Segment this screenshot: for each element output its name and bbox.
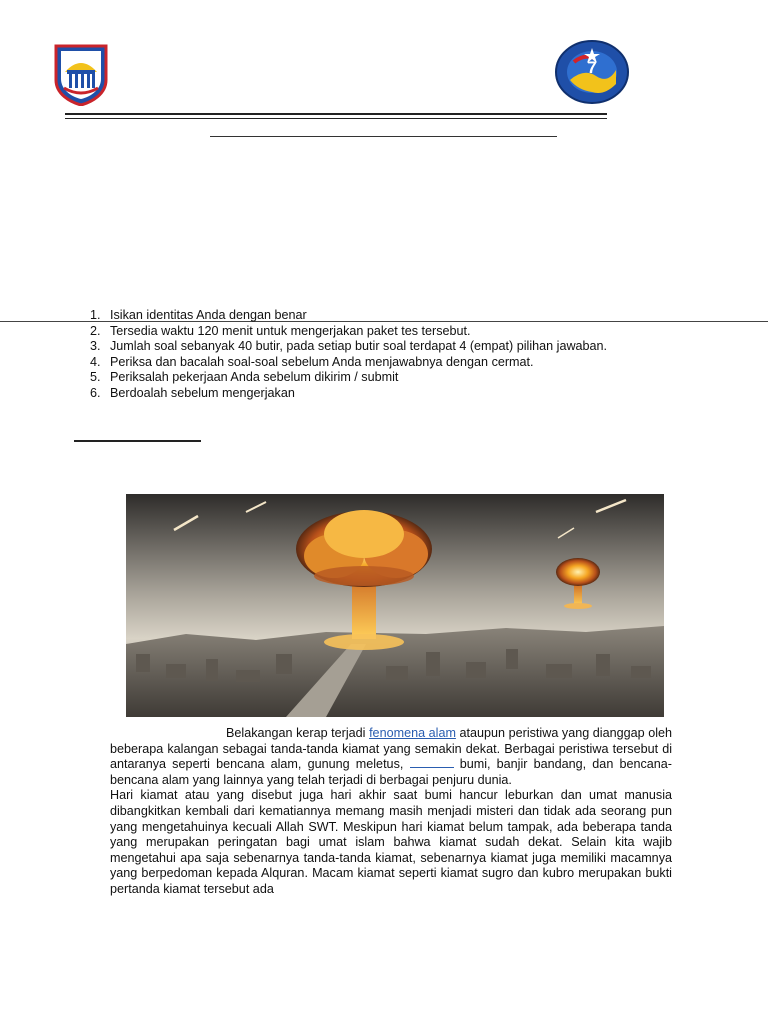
list-text: Periksalah pekerjaan Anda sebelum dikirim / submit: [110, 370, 399, 385]
list-number: 4.: [90, 354, 101, 369]
list-item: [90, 308, 638, 324]
header-double-rule-bottom: [65, 118, 607, 119]
list-text: Jumlah soal sebanyak 40 butir, pada setiap butir soal terdapat 4 (empat) pilihan jawaban.: [110, 339, 608, 354]
fenomena-alam-link[interactable]: fenomena alam: [369, 726, 456, 740]
fill-in-blank[interactable]: [410, 757, 454, 768]
list-text: Isikan identitas Anda dengan benar: [110, 308, 307, 322]
passage-text: bumi, banjir bandang, dan bencana-bencana alam yang lainnya yang telah terjadi di berbagai penjuru dunia.: [110, 757, 672, 787]
list-number: 3.: [90, 339, 101, 354]
list-item: [90, 370, 638, 386]
list-number: 5.: [90, 370, 101, 385]
list-number: 1.: [90, 308, 101, 322]
reading-passage: [110, 726, 672, 898]
list-item: [90, 355, 638, 371]
school-logo-right: [554, 40, 630, 104]
list-number: 6.: [90, 385, 101, 400]
school-logo-left: [52, 42, 110, 106]
list-number: 2.: [90, 323, 101, 338]
passage-text: ataupun peristiwa yang dianggap oleh beberapa kalangan sebagai tanda-tanda kiamat yang semakin dekat. Berbagai peristiwa tersebut di antaranya seperti bencana alam, gunung meletus,: [110, 726, 672, 772]
instruction-list: [90, 308, 638, 402]
section-heading-underline: [74, 440, 201, 442]
list-text: Periksa dan bacalah soal-soal sebelum Anda menjawabnya dengan cermat.: [110, 354, 534, 369]
list-text: Berdoalah sebelum mengerjakan: [110, 385, 295, 400]
list-item: [90, 386, 638, 402]
title-underline: [210, 136, 557, 137]
passage-text: Belakangan kerap terjadi: [226, 726, 370, 740]
list-item: [90, 339, 638, 355]
passage-paragraph-2: Hari kiamat atau yang disebut juga hari akhir saat bumi hancur leburkan dan umat manusia dibangkitkan kembali dari kematiannya memang masih menjadi misteri dan tidak ada seorang pun yang mengetahuinya kecuali Allah SWT. Meskipun hari kiamat belum tampak, ada beberapa tanda yang merupakan peringatan bagi umat islam bahwa kiamat sudah dekat. Selain kita wajib mengetahui apa saja sebenarnya tanda-tanda kiamat, sebenarnya kiamat juga memiliki macamnya yang berpedoman kepada Alquran. Macam kiamat seperti kiamat sugro dan kubro merupakan bukti pertanda kiamat tersebut ada: [110, 788, 672, 896]
list-item: [90, 324, 638, 340]
logo-number: 7: [587, 58, 597, 77]
list-text: Tersedia waktu 120 menit untuk mengerjakan paket tes tersebut.: [110, 323, 471, 338]
header-double-rule-top: [65, 113, 607, 115]
mushroom-cloud-photo: [126, 494, 664, 717]
passage-paragraph-1: [110, 726, 672, 788]
